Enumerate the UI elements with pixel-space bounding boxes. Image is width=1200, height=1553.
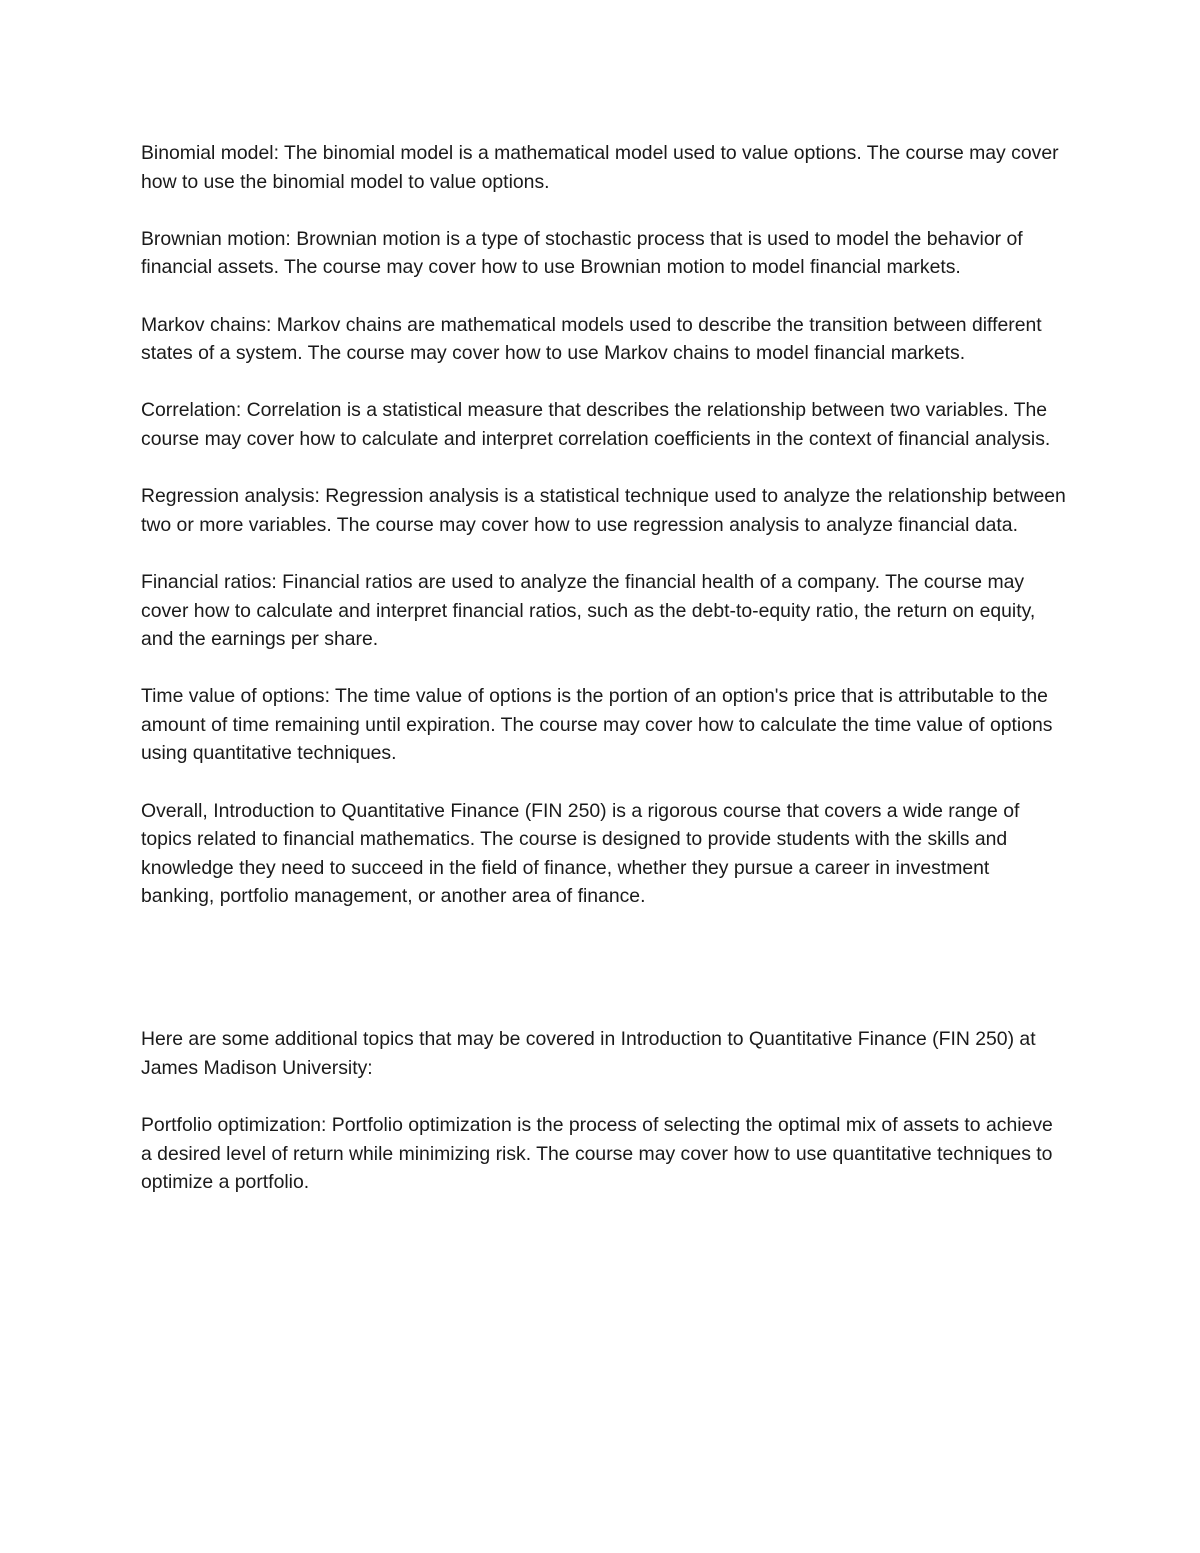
paragraph-additional-topics-intro: Here are some additional topics that may be covered in Introduction to Quantitative Finance (FIN 250) at James Madison University: xyxy=(141,1028,1036,1080)
paragraph-brownian-motion: Brownian motion: Brownian motion is a type of stochastic process that is used to model the behavior of financial assets. The course may cover how to use Brownian motion to model financial markets. xyxy=(141,227,1023,279)
paragraph-correlation: Correlation: Correlation is a statistical measure that describes the relationship between two variables. The course may cover how to calculate and interpret correlation coefficients in the context of financial analysis. xyxy=(141,399,1051,450)
document-body xyxy=(141,139,1066,1226)
paragraph-regression-analysis: Regression analysis: Regression analysis is a statistical technique used to analyze the relationship between two or more variables. The course may cover how to use regression analysis to analyze financial data. xyxy=(141,485,1066,536)
paragraph-markov-chains: Markov chains: Markov chains are mathematical models used to describe the transition between different states of a system. The course may cover how to use Markov chains to model financial markets. xyxy=(141,313,1042,365)
paragraph-binomial-model: Binomial model: The binomial model is a mathematical model used to value options. The course may cover how to use the binomial model to value options. xyxy=(141,142,1059,193)
paragraph-portfolio-optimization: Portfolio optimization: Portfolio optimization is the process of selecting the optimal mix of assets to achieve a desired level of return while minimizing risk. The course may cover how to use quantitative techniques to optimize a portfolio. xyxy=(141,1114,1053,1194)
paragraph-time-value-of-options: Time value of options: The time value of options is the portion of an option's price that is attributable to the amount of time remaining until expiration. The course may cover how to calculate the time value of options using quantitative techniques. xyxy=(141,685,1053,765)
paragraph-overall-summary: Overall, Introduction to Quantitative Finance (FIN 250) is a rigorous course that covers a wide range of topics related to financial mathematics. The course is designed to provide students with the skills and knowledge they need to succeed in the field of finance, whether they pursue a career in investment banking, portfolio management, or another area of finance. xyxy=(141,799,1020,908)
paragraph-financial-ratios: Financial ratios: Financial ratios are used to analyze the financial health of a company. The course may cover how to calculate and interpret financial ratios, such as the debt-to-equity ratio, the return on equity, and the earnings per share. xyxy=(141,570,1036,651)
blank-space xyxy=(141,940,1066,1026)
